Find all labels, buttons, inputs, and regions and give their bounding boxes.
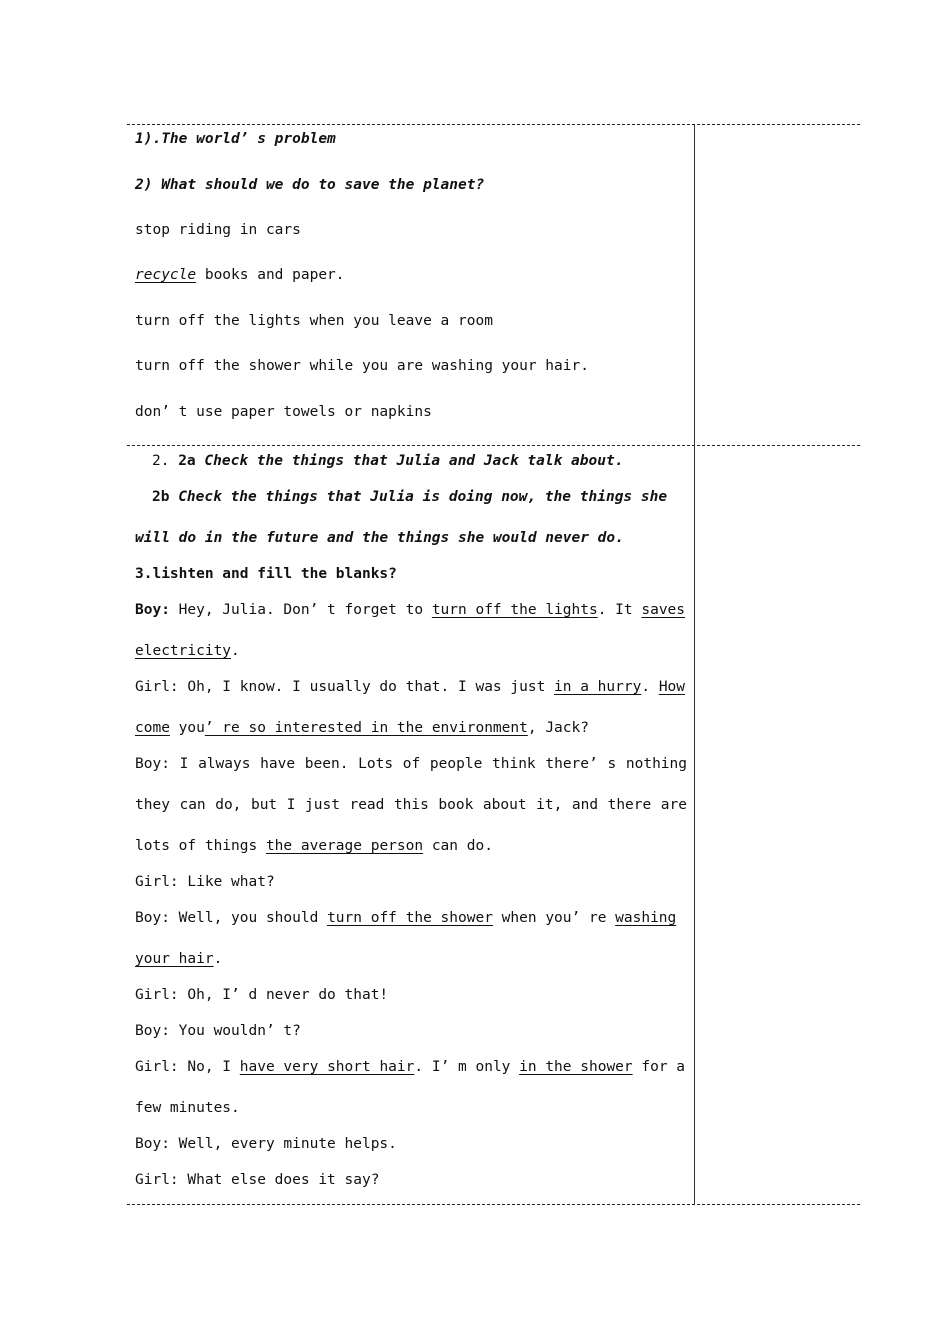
- dialogue-line: Boy: Well, you should turn off the shower when you’ re washing: [135, 910, 677, 926]
- blank-answer: your hair: [135, 951, 214, 967]
- dialogue-line: come you’ re so interested in the environment, Jack?: [135, 720, 589, 736]
- blank-answer: electricity: [135, 643, 232, 659]
- table-rule-middle: [127, 445, 860, 446]
- blank-answer: turn off the lights: [431, 602, 598, 618]
- task-2b: 2b Check the things that Julia is doing now, the things she: [152, 489, 668, 505]
- dialogue-line: Boy: Hey, Julia. Don’ t forget to turn off the lights. It saves: [135, 602, 686, 618]
- section1-question: 2) What should we do to save the planet?: [135, 177, 485, 193]
- list-item: turn off the lights when you leave a room: [135, 313, 493, 329]
- dialogue-line: Boy: You wouldn’ t?: [135, 1023, 301, 1039]
- blank-answer: come: [135, 720, 170, 736]
- section1-title: 1).The world’ s problem: [135, 131, 336, 147]
- blank-answer: washing: [615, 910, 677, 926]
- blank-answer: ’ re so interested in the environment: [204, 720, 528, 736]
- dialogue-line: Girl: Like what?: [135, 874, 275, 890]
- blank-answer: How: [658, 679, 686, 695]
- section3-heading: 3.lishten and fill the blanks?: [135, 566, 397, 582]
- dialogue-line: Boy: Well, every minute helps.: [135, 1136, 397, 1152]
- list-item: recycle books and paper.: [135, 267, 345, 283]
- dialogue-line: Girl: What else does it say?: [135, 1172, 380, 1188]
- dialogue-line: few minutes.: [135, 1100, 240, 1116]
- list-item: don’ t use paper towels or napkins: [135, 404, 432, 420]
- dialogue-line: Girl: Oh, I know. I usually do that. I was just in a hurry. How: [135, 679, 686, 695]
- dialogue-line: your hair.: [135, 951, 223, 967]
- blank-answer: the average person: [265, 838, 424, 854]
- blank-answer: in a hurry: [554, 679, 642, 695]
- dialogue-line: lots of things the average person can do.: [135, 838, 493, 854]
- blank-answer: have very short hair: [239, 1059, 415, 1075]
- underlined-word: recycle: [135, 267, 197, 283]
- table-rule-top: [127, 124, 860, 125]
- dialogue-line: electricity.: [135, 643, 240, 659]
- dialogue-line: Girl: Oh, I’ d never do that!: [135, 987, 389, 1003]
- blank-answer: turn off the shower: [327, 910, 493, 926]
- dialogue-line: Girl: No, I have very short hair. I’ m only in the shower for a: [135, 1059, 686, 1075]
- blank-answer: in the shower: [519, 1059, 633, 1075]
- table-rule-bottom: [127, 1204, 860, 1205]
- dialogue-line: Boy: I always have been. Lots of people think there’ s nothing: [135, 756, 687, 772]
- dialogue-line: they can do, but I just read this book about it, and there are: [135, 797, 687, 813]
- task-2b-continued: will do in the future and the things she would never do.: [135, 530, 624, 546]
- table-column-divider: [694, 125, 695, 1205]
- blank-answer: saves: [641, 602, 686, 618]
- list-item: stop riding in cars: [135, 222, 301, 238]
- list-item: turn off the shower while you are washing your hair.: [135, 358, 589, 374]
- task-2a: 2. 2a Check the things that Julia and Jack talk about.: [152, 453, 624, 469]
